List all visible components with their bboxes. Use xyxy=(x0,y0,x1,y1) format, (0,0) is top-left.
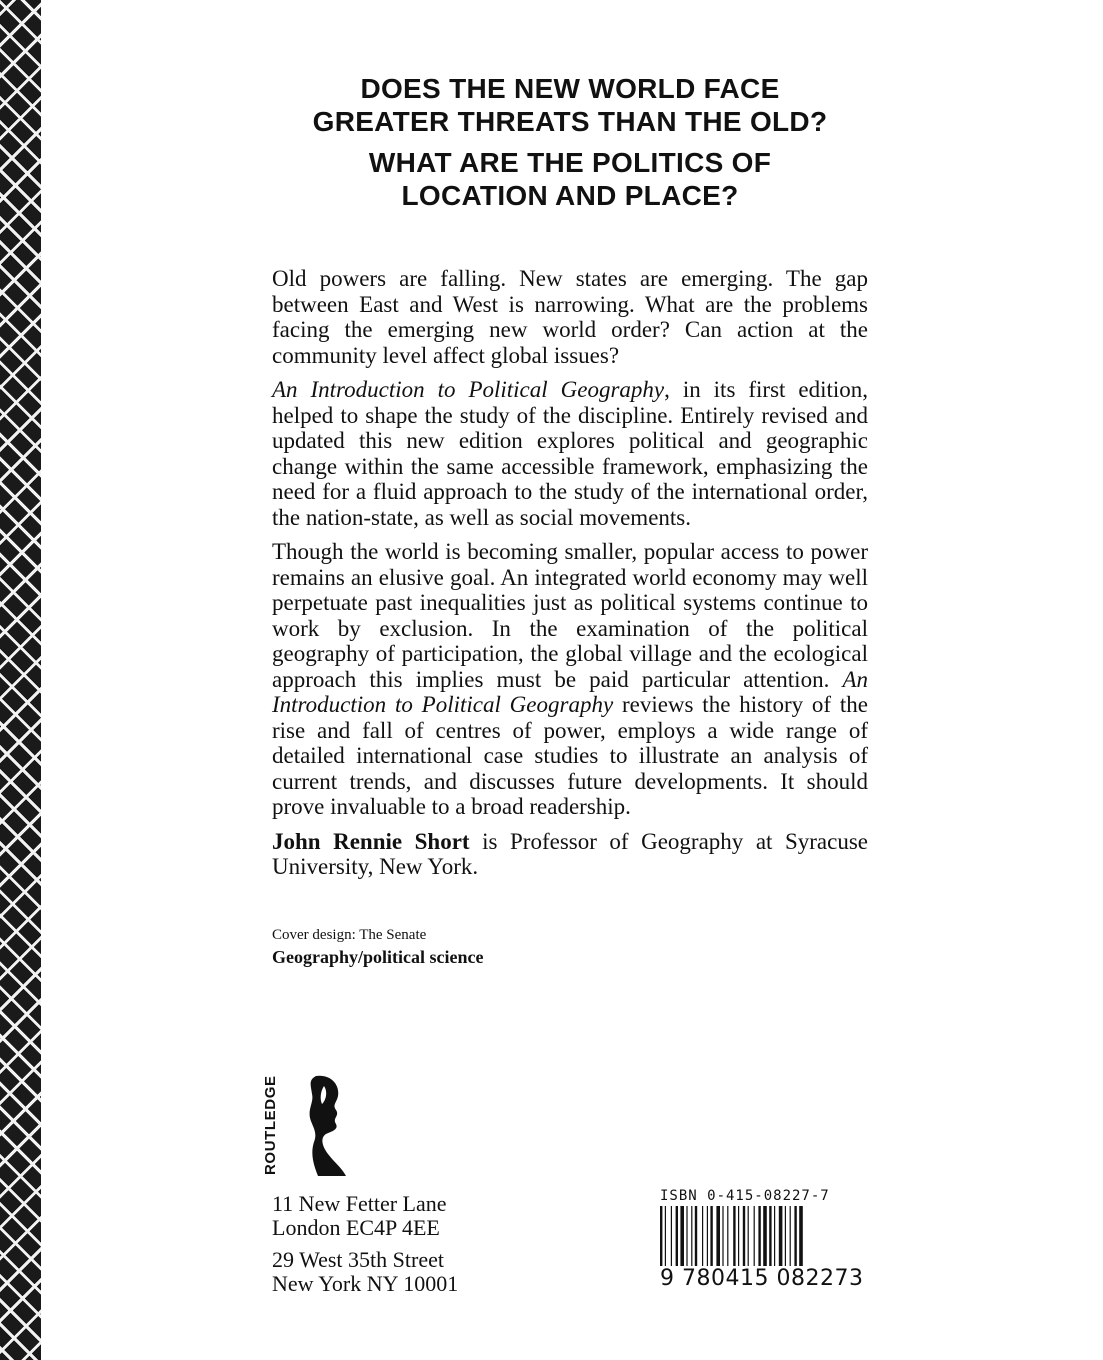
author-bio-text: is Professor of Geography at Syracuse University, New York. xyxy=(272,828,868,879)
blurb-paragraph-3 xyxy=(272,539,868,820)
book-title: An Introduction to Political Geography xyxy=(272,666,868,717)
blurb-paragraph-3-start: Though the world is becoming smaller, popular access to power remains an elusive goal. An integrated world economy may well perpetuate past inequalities just as political systems continue to work by exclusion. In the examination of the political geography of participation, the global village and the ecological approach this implies must be paid particular attention. xyxy=(272,539,868,692)
headline-2-line-2: LOCATION AND PLACE? xyxy=(401,180,739,211)
blurb-paragraph-3-end: reviews the history of the rise and fall of centres of power, employs a wide range of detailed international case studies to illustrate an analysis of current trends, and discusses future developments. It should prove invaluable to a broad readership. xyxy=(272,692,868,819)
blurb xyxy=(272,266,868,889)
headline-question-1 xyxy=(240,72,900,138)
address-new-york-line-2: New York NY 10001 xyxy=(272,1271,459,1296)
barcode-icon xyxy=(660,1206,865,1266)
isbn-label: ISBN 0-415-08227-7 xyxy=(660,1188,830,1204)
author-name: John Rennie Short xyxy=(272,828,470,854)
address-london-line-1: 11 New Fetter Lane xyxy=(272,1191,447,1216)
address-new-york-line-1: 29 West 35th Street xyxy=(272,1247,444,1272)
headline-1-line-1: DOES THE NEW WORLD FACE xyxy=(360,73,780,104)
address-london xyxy=(272,1192,447,1240)
cover-credit: Cover design: The Senate xyxy=(272,927,427,943)
subject-category: Geography/political science xyxy=(272,947,484,967)
book-title: An Introduction to Political Geography xyxy=(272,377,665,402)
address-london-line-2: London EC4P 4EE xyxy=(272,1215,440,1240)
barcode-digits: 9 780415 082273 xyxy=(660,1266,864,1291)
blurb-paragraph-2 xyxy=(272,377,868,530)
blurb-paragraph-1: Old powers are falling. New states are emerging. The gap between East and West is narrowing. What are the problems facing the emerging new world order? Can action at the community level affect global issues? xyxy=(272,266,868,368)
headline-2-line-1: WHAT ARE THE POLITICS OF xyxy=(368,147,772,178)
address-new-york xyxy=(272,1248,458,1296)
headline-question-2 xyxy=(240,146,900,212)
publisher-logo-text: ROUTLEDGE xyxy=(262,1075,279,1175)
blurb-paragraph-2-text: , in its first edition, helped to shape the study of the discipline. Entirely revised and updated this new edition explores political and geographic change within the same accessible framework, emphasizing the need for a fluid approach to the study of the international order, the nation-state, as well as social movements. xyxy=(272,377,868,530)
author-bio xyxy=(272,829,868,880)
spine-pattern xyxy=(0,0,41,1360)
headline-1-line-2: GREATER THREATS THAN THE OLD? xyxy=(312,106,828,137)
